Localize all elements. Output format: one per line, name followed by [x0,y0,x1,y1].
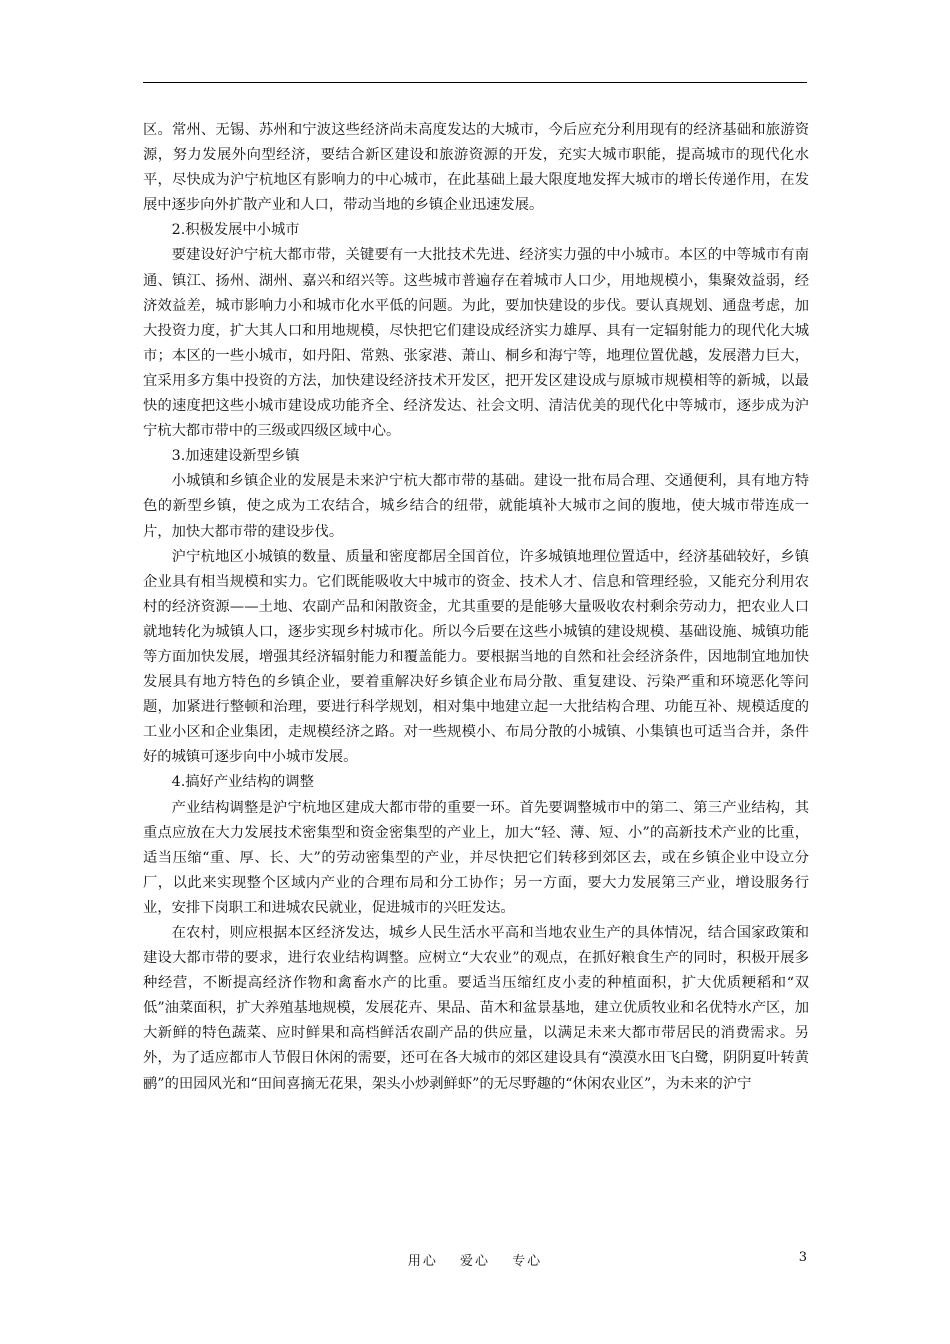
page-number: 3 [798,1250,807,1265]
document-body [143,118,809,1097]
paragraph-continued: 区。常州、无锡、苏州和宁波这些经济尚未高度发达的大城市，今后应充分利用现有的经济基础和旅游资源，努力发展外向型经济，要结合新区建设和旅游资源的开发，充实大城市职能，提高城市的现代化水平，尽快成为沪宁杭地区有影响力的中心城市，在此基础上最大限度地发挥大城市的增长传递作用，在发展中逐步向外扩散产业和人口，带动当地的乡镇企业迅速发展。 [143,122,809,214]
section-heading-3: 3.加速建设新型乡镇 [171,448,300,465]
header-rule [143,82,807,83]
paragraph: 在农村，则应根据本区经济发达，城乡人民生活水平高和当地农业生产的具体情况，结合国家政策和建设大都市带的要求，进行农业结构调整。应树立“大农业”的观点，在抓好粮食生产的同时，积极开展多种经营，不断提高经济作物和禽畜水产的比重。要适当压缩红皮小麦的种植面积，扩大优质粳稻和“双低”油菜面积，扩大养殖基地规模，发展花卉、果品、苗木和盆景基地，建立优质牧业和名优特水产区，加大新鲜的特色蔬菜、应时鲜果和高档鲜活农副产品的供应量，以满足未来大都市带居民的消费需求。另外，为了适应都市人节假日休闲的需要，还可在各大城市的郊区建设具有“漠漠水田飞白鹭，阴阴夏叶转黄鹂”的田园风光和“田间喜摘无花果，架头小炒剥鲜虾”的无尽野趣的“休闲农业区”，为未来的沪宁 [143,925,809,1092]
paragraph: 小城镇和乡镇企业的发展是未来沪宁杭大都市带的基础。建设一批布局合理、交通便利，具有地方特色的新型乡镇，使之成为工农结合，城乡结合的纽带，就能填补大城市之间的腹地，使大城市带连成一片，加快大都市带的建设步伐。 [143,473,809,540]
section-heading-4: 4.搞好产业结构的调整 [171,774,314,791]
paragraph: 产业结构调整是沪宁杭地区建成大都市带的重要一环。首先要调整城市中的第二、第三产业结构，其重点应放在大力发展技术密集型和资金密集型的产业上，加大“轻、薄、短、小”的高新技术产业的比重，适当压缩“重、厚、长、大”的劳动密集型的产业，并尽快把它们转移到郊区去，或在乡镇企业中设立分厂，以此来实现整个区域内产业的合理布局和分工协作；另一方面，要大力发展第三产业，增设服务行业，安排下岗职工和进城农民就业，促进城市的兴旺发达。 [143,799,809,916]
paragraph: 要建设好沪宁杭大都市带，关键要有一大批技术先进、经济实力强的中小城市。本区的中等城市有南通、镇江、扬州、湖州、嘉兴和绍兴等。这些城市普遍存在着城市人口少，用地规模小，集聚效益弱，经济效益差，城市影响力小和城市化水平低的问题。为此，要加快建设的步伐。要认真规划、通盘考虑，加大投资力度，扩大其人口和用地规模，尽快把它们建设成经济实力雄厚、具有一定辐射能力的现代化大城市；本区的一些小城市，如丹阳、常熟、张家港、萧山、桐乡和海宁等，地理位置优越，发展潜力巨大，宜采用多方集中投资的方法，加快建设经济技术开发区，把开发区建设成与原城市规模相等的新城，以最快的速度把这些小城市建设成功能齐全、经济发达、社会文明、清洁优美的现代化中等城市，逐步成为沪宁杭大都市带中的三级或四级区域中心。 [143,247,809,440]
paragraph: 沪宁杭地区小城镇的数量、质量和密度都居全国首位，许多城镇地理位置适中，经济基础较好，乡镇企业具有相当规模和实力。它们既能吸收大中城市的资金、技术人才、信息和管理经验，又能充分利用农村的经济资源——土地、农副产品和闲散资金，尤其重要的是能够大量吸收农村剩余劳动力，把农业人口就地转化为城镇人口，逐步实现乡村城市化。所以今后要在这些小城镇的建设规模、基础设施、城镇功能等方面加快发展，增强其经济辐射能力和覆盖能力。要根据当地的自然和社会经济条件，因地制宜地加快发展具有地方特色的乡镇企业，要着重解决好乡镇企业布局分散、重复建设、污染严重和环境恶化等问题，加紧进行整顿和治理，要进行科学规划，相对集中地建立起一大批结构合理、功能互补、规模适度的工业小区和企业集团，走规模经济之路。对一些规模小、布局分散的小城镇、小集镇也可适当合并，条件好的城镇可逐步向中小城市发展。 [143,548,809,766]
footer-motto: 用心 爱心 专心 [407,1254,543,1269]
section-heading-2: 2.积极发展中小城市 [171,222,300,239]
